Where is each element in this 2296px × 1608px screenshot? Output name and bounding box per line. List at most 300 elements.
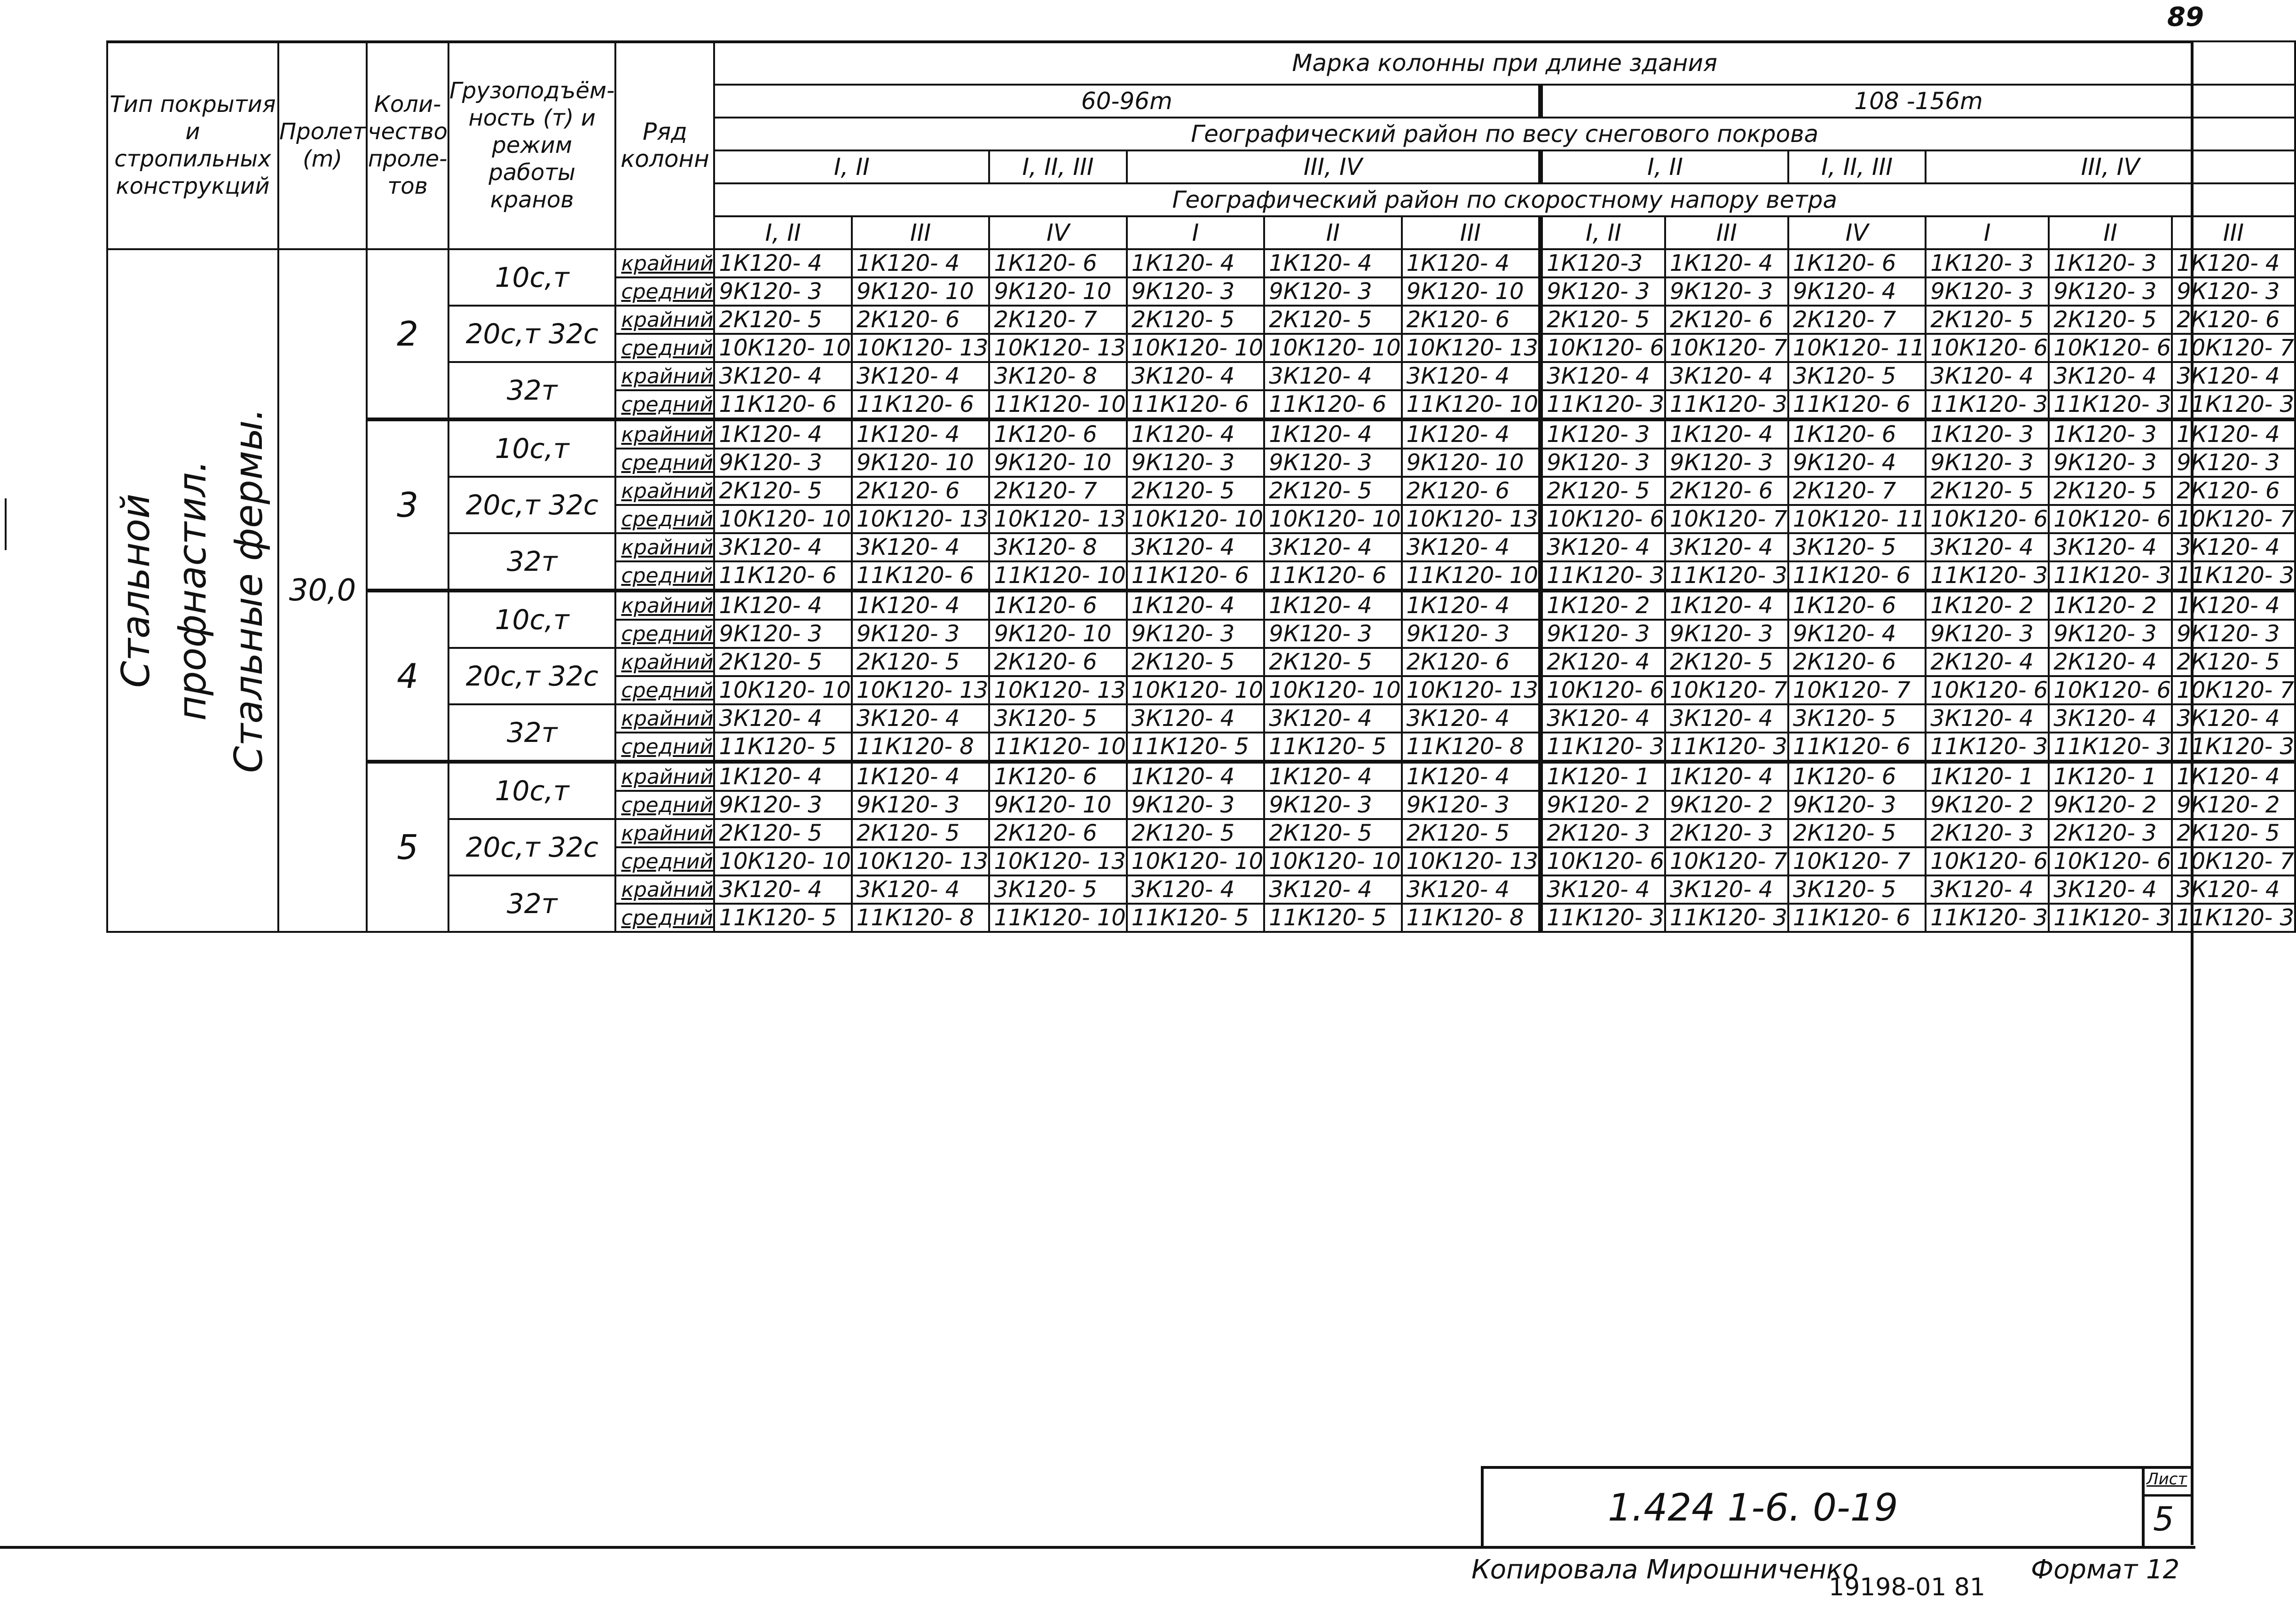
column-mark-cell: 3К120- 4 [714,875,851,904]
column-mark-cell: 2К120- 6 [1402,306,1541,334]
column-mark-cell: 11К120- 3 [2172,904,2295,932]
column-mark-cell: 1К120- 6 [1788,591,1926,620]
column-mark-cell: 10К120- 13 [989,847,1126,875]
wind-col-header: III [1665,216,1788,249]
column-mark-cell: 1К120- 6 [1788,249,1926,277]
column-mark-cell: 9К120- 10 [989,277,1126,306]
spans-count-value: 4 [367,591,448,762]
column-mark-cell: 11К120- 10 [989,733,1126,762]
column-mark-cell: 10К120- 13 [989,505,1126,533]
column-mark-cell: 10К120- 10 [714,334,851,362]
column-mark-cell: 2К120- 5 [1264,477,1401,505]
column-mark-cell: 2К120- 5 [2049,306,2172,334]
column-mark-cell: 11К120- 3 [1541,561,1665,591]
column-mark-cell: 10К120- 10 [1127,334,1264,362]
column-row-name: крайний [615,648,714,676]
column-mark-cell: 9К120- 10 [852,449,989,477]
column-mark-cell: 9К120- 3 [852,620,989,648]
column-mark-cell: 9К120- 3 [714,277,851,306]
column-mark-cell: 9К120- 3 [2172,620,2295,648]
column-row-name: крайний [615,362,714,390]
table-body [107,249,2295,932]
column-mark-cell: 2К120- 5 [1127,477,1264,505]
column-row-name: крайний [615,819,714,847]
column-mark-cell: 10К120- 10 [1264,505,1401,533]
column-mark-cell: 9К120- 3 [1127,277,1264,306]
column-mark-cell: 11К120- 6 [852,390,989,419]
column-mark-cell: 9К120- 2 [1541,791,1665,819]
table-row [107,249,2295,277]
column-row-name: крайний [615,306,714,334]
header-span: Пролет (m) [278,41,367,249]
column-mark-cell: 3К120- 4 [1541,533,1665,561]
column-mark-cell: 9К120- 3 [714,449,851,477]
column-mark-cell: 9К120- 4 [1788,277,1926,306]
column-mark-cell: 2К120- 4 [1926,648,2049,676]
column-mark-cell: 1К120- 6 [989,249,1126,277]
column-mark-cell: 1К120- 4 [1127,419,1264,449]
column-mark-cell: 1К120- 4 [1665,762,1788,791]
column-mark-cell: 3К120- 4 [714,362,851,390]
snow-group: I, II [1541,150,1788,183]
column-row-name: средний [615,676,714,704]
snow-group: III, IV [1127,150,1541,183]
column-mark-cell: 1К120- 4 [714,591,851,620]
column-mark-cell: 11К120- 5 [1127,733,1264,762]
column-mark-cell: 9К120- 4 [1788,449,1926,477]
column-mark-cell: 1К120- 4 [852,591,989,620]
crane-capacity: 10с,т [448,591,615,648]
column-mark-cell: 3К120- 4 [852,362,989,390]
column-mark-cell: 10К120- 6 [1926,676,2049,704]
column-mark-cell: 10К120- 6 [1926,334,2049,362]
column-mark-cell: 1К120- 3 [1926,419,2049,449]
sheet-box-divider [2142,1494,2194,1497]
column-mark-cell: 3К120- 4 [1264,362,1401,390]
column-row-name: средний [615,733,714,762]
column-mark-cell: 1К120- 4 [1264,762,1401,791]
column-mark-cell: 11К120- 3 [1926,561,2049,591]
column-mark-cell: 9К120- 3 [1788,791,1926,819]
column-mark-cell: 9К120- 3 [1264,791,1401,819]
wind-col-header: III [1402,216,1541,249]
column-mark-cell: 11К120- 3 [2049,733,2172,762]
column-mark-cell: 3К120- 5 [1788,533,1926,561]
column-mark-cell: 3К120- 4 [2049,875,2172,904]
column-row-name: средний [615,620,714,648]
column-mark-cell: 10К120- 6 [2049,676,2172,704]
column-mark-cell: 3К120- 4 [1926,533,2049,561]
column-mark-cell: 10К120- 13 [852,334,989,362]
column-mark-cell: 11К120- 10 [989,904,1126,932]
column-mark-cell: 3К120- 4 [1926,362,2049,390]
column-mark-cell: 2К120- 4 [1541,648,1665,676]
column-mark-cell: 3К120- 8 [989,533,1126,561]
column-mark-cell: 1К120- 6 [989,419,1126,449]
column-mark-cell: 3К120- 8 [989,362,1126,390]
column-mark-cell: 10К120- 7 [2172,505,2295,533]
column-mark-cell: 2К120- 7 [989,477,1126,505]
column-row-name: средний [615,277,714,306]
column-mark-cell: 11К120- 3 [2049,390,2172,419]
column-mark-cell: 10К120- 7 [2172,847,2295,875]
column-mark-cell: 2К120- 6 [989,819,1126,847]
header-length-108-156: 108 -156m [1541,85,2295,118]
column-mark-cell: 1К120- 3 [1541,419,1665,449]
column-mark-cell: 1К120- 6 [1788,762,1926,791]
column-mark-cell: 2К120- 5 [1402,819,1541,847]
crane-capacity: 32т [448,362,615,419]
column-mark-cell: 11К120- 10 [1402,561,1541,591]
column-mark-cell: 10К120- 10 [1264,676,1401,704]
column-mark-cell: 3К120- 4 [2172,533,2295,561]
column-row-name: средний [615,847,714,875]
roof-type-cell [107,249,278,932]
column-mark-cell: 9К120- 3 [1541,449,1665,477]
column-mark-cell: 2К120- 5 [852,819,989,847]
crane-capacity: 10с,т [448,762,615,819]
wind-col-header: IV [1788,216,1926,249]
header-wind-region: Географический район по скоростному напору ветра [714,183,2295,216]
column-mark-cell: 9К120- 10 [989,620,1126,648]
column-mark-cell: 11К120- 3 [2172,390,2295,419]
wind-col-header: I [1926,216,2049,249]
column-mark-cell: 9К120- 10 [852,277,989,306]
snow-group: I, II, III [989,150,1126,183]
format-label: Формат 12 [2031,1554,2180,1585]
crane-capacity: 20с,т 32с [448,648,615,704]
table-row [107,419,2295,449]
column-mark-cell: 1К120- 4 [714,762,851,791]
column-mark-cell: 9К120- 3 [1926,277,2049,306]
crane-capacity: 10с,т [448,249,615,306]
column-mark-cell: 2К120- 3 [1926,819,2049,847]
column-mark-cell: 3К120- 4 [1926,704,2049,733]
column-mark-cell: 3К120- 4 [1665,875,1788,904]
column-mark-cell: 3К120- 5 [1788,362,1926,390]
column-mark-cell: 1К120- 2 [1926,591,2049,620]
column-mark-cell: 11К120- 6 [1127,561,1264,591]
column-mark-cell: 1К120- 4 [1127,762,1264,791]
margin-mark [5,498,7,550]
column-mark-cell: 10К120- 10 [1127,676,1264,704]
column-row-name: средний [615,791,714,819]
column-mark-cell: 11К120- 6 [1788,390,1926,419]
column-mark-cell: 3К120- 4 [1402,875,1541,904]
roof-type-value: Стальной профнастил. Стальные фермы. [114,408,271,773]
column-row-name: крайний [615,591,714,620]
column-mark-cell: 3К120- 4 [1127,875,1264,904]
column-mark-cell: 1К120- 1 [1926,762,2049,791]
column-mark-cell: 1К120- 6 [989,762,1126,791]
column-mark-cell: 10К120- 11 [1788,505,1926,533]
column-mark-cell: 1К120- 4 [2172,419,2295,449]
column-mark-cell: 2К120- 5 [1541,306,1665,334]
column-marks-table [106,40,2296,933]
column-mark-cell: 10К120- 13 [1402,847,1541,875]
column-mark-cell: 10К120- 6 [1541,334,1665,362]
wind-col-header: II [1264,216,1401,249]
column-mark-cell: 3К120- 4 [1264,533,1401,561]
archive-number: 19198-01 81 [1829,1573,1986,1601]
column-mark-cell: 9К120- 3 [1402,791,1541,819]
column-mark-cell: 1К120-3 [1541,249,1665,277]
column-row-name: средний [615,334,714,362]
wind-col-header: III [2172,216,2295,249]
column-mark-cell: 1К120- 4 [1665,591,1788,620]
column-mark-cell: 11К120- 3 [1541,904,1665,932]
header-snow-region: Географический район по весу снегового покрова [714,118,2295,150]
column-mark-cell: 9К120- 2 [1665,791,1788,819]
column-mark-cell: 10К120- 13 [989,676,1126,704]
column-mark-cell: 11К120- 5 [1264,733,1401,762]
column-mark-cell: 9К120- 10 [1402,449,1541,477]
column-mark-cell: 1К120- 4 [1127,591,1264,620]
column-mark-cell: 3К120- 4 [2049,362,2172,390]
spans-count-value: 2 [367,249,448,419]
column-mark-cell: 2К120- 5 [1264,306,1401,334]
column-mark-cell: 3К120- 4 [714,704,851,733]
column-mark-cell: 3К120- 4 [2172,875,2295,904]
column-mark-cell: 1К120- 3 [2049,419,2172,449]
document-code: 1.424 1-6. 0-19 [1608,1486,1898,1529]
column-mark-cell: 9К120- 3 [1665,277,1788,306]
column-mark-cell: 10К120- 7 [2172,676,2295,704]
column-mark-cell: 2К120- 4 [2049,648,2172,676]
column-mark-cell: 9К120- 3 [1926,449,2049,477]
column-mark-cell: 3К120- 5 [989,704,1126,733]
column-mark-cell: 10К120- 6 [1541,505,1665,533]
column-mark-cell: 10К120- 13 [1402,505,1541,533]
column-row-name: крайний [615,249,714,277]
column-row-name: крайний [615,477,714,505]
column-mark-cell: 11К120- 5 [714,733,851,762]
column-mark-cell: 2К120- 5 [714,477,851,505]
column-mark-cell: 11К120- 5 [1127,904,1264,932]
column-mark-cell: 10К120- 10 [1264,847,1401,875]
column-mark-cell: 3К120- 5 [989,875,1126,904]
column-mark-cell: 1К120- 4 [1264,591,1401,620]
column-row-name: крайний [615,533,714,561]
column-mark-cell: 9К120- 3 [1127,620,1264,648]
column-row-name: средний [615,449,714,477]
column-mark-cell: 11К120- 3 [1541,733,1665,762]
column-mark-cell: 2К120- 6 [989,648,1126,676]
column-mark-cell: 1К120- 4 [1264,249,1401,277]
header-length-60-96: 60-96m [714,85,1541,118]
wind-col-header: I, II [1541,216,1665,249]
spans-count-value: 5 [367,762,448,932]
column-mark-cell: 9К120- 3 [714,620,851,648]
column-mark-cell: 1К120- 3 [2049,249,2172,277]
column-mark-cell: 1К120- 4 [852,419,989,449]
column-row-name: средний [615,904,714,932]
column-mark-cell: 11К120- 6 [1264,561,1401,591]
column-mark-cell: 1К120- 3 [1926,249,2049,277]
column-mark-cell: 10К120- 10 [1127,847,1264,875]
column-mark-cell: 1К120- 4 [1665,249,1788,277]
column-mark-cell: 10К120- 7 [1788,847,1926,875]
column-mark-cell: 11К120- 10 [989,390,1126,419]
column-mark-cell: 1К120- 6 [1788,419,1926,449]
column-mark-cell: 1К120- 4 [2172,591,2295,620]
column-mark-cell: 10К120- 10 [1127,505,1264,533]
column-mark-cell: 10К120- 10 [714,847,851,875]
column-mark-cell: 2К120- 3 [1541,819,1665,847]
column-mark-cell: 11К120- 6 [1127,390,1264,419]
column-mark-cell: 3К120- 4 [2172,362,2295,390]
column-mark-cell: 9К120- 3 [1127,449,1264,477]
column-mark-cell: 2К120- 5 [714,306,851,334]
column-mark-cell: 1К120- 4 [714,419,851,449]
copied-by: Копировала Мирошниченко [1471,1554,1859,1585]
column-mark-cell: 11К120- 5 [714,904,851,932]
column-mark-cell: 10К120- 7 [1665,676,1788,704]
column-mark-cell: 9К120- 3 [1665,449,1788,477]
column-mark-cell: 10К120- 13 [852,505,989,533]
column-mark-cell: 1К120- 4 [1665,419,1788,449]
column-mark-cell: 2К120- 5 [1926,477,2049,505]
column-mark-cell: 1К120- 4 [2172,762,2295,791]
column-mark-cell: 9К120- 3 [2049,277,2172,306]
column-mark-cell: 9К120- 3 [714,791,851,819]
column-mark-cell: 2К120- 5 [714,648,851,676]
column-mark-cell: 2К120- 5 [1665,648,1788,676]
column-mark-cell: 3К120- 4 [1127,533,1264,561]
column-mark-cell: 10К120- 6 [1926,847,2049,875]
column-mark-cell: 1К120- 2 [2049,591,2172,620]
snow-group: I, II [714,150,989,183]
column-mark-cell: 1К120- 4 [852,249,989,277]
column-mark-cell: 11К120- 3 [2172,733,2295,762]
column-mark-cell: 2К120- 5 [1926,306,2049,334]
crane-capacity: 32т [448,533,615,591]
column-mark-cell: 9К120- 3 [852,791,989,819]
column-mark-cell: 10К120- 10 [714,505,851,533]
column-mark-cell: 2К120- 5 [1541,477,1665,505]
column-mark-cell: 9К120- 3 [2172,277,2295,306]
span-value: 30,0 [278,249,367,932]
column-mark-cell: 2К120- 6 [1665,306,1788,334]
column-mark-cell: 10К120- 6 [1541,676,1665,704]
column-mark-cell: 1К120- 4 [1402,249,1541,277]
column-mark-cell: 1К120- 4 [2172,249,2295,277]
column-mark-cell: 3К120- 4 [1665,533,1788,561]
column-mark-cell: 9К120- 3 [1264,277,1401,306]
column-mark-cell: 1К120- 1 [2049,762,2172,791]
column-mark-cell: 3К120- 4 [1264,704,1401,733]
column-row-name: средний [615,390,714,419]
wind-col-header: I, II [714,216,851,249]
column-row-name: крайний [615,704,714,733]
column-mark-cell: 3К120- 4 [1541,704,1665,733]
column-mark-cell: 1К120- 4 [1264,419,1401,449]
column-mark-cell: 11К120- 3 [1665,561,1788,591]
column-mark-cell: 11К120- 8 [852,904,989,932]
crane-capacity: 20с,т 32с [448,306,615,362]
column-mark-cell: 10К120- 13 [1402,676,1541,704]
header-crane: Грузоподъём-ность (т) и режим работы кранов [448,41,615,249]
sheet-label: Лист [2147,1470,2187,1489]
column-mark-cell: 10К120- 13 [989,334,1126,362]
column-mark-cell: 10К120- 13 [852,676,989,704]
column-mark-cell: 11К120- 10 [989,561,1126,591]
column-mark-cell: 2К120- 3 [1665,819,1788,847]
spans-count-value: 3 [367,419,448,591]
column-mark-cell: 11К120- 6 [1788,561,1926,591]
column-mark-cell: 2К120- 7 [1788,306,1926,334]
column-mark-cell: 2К120- 7 [1788,477,1926,505]
column-mark-cell: 9К120- 3 [1402,620,1541,648]
column-mark-cell: 2К120- 5 [852,648,989,676]
column-mark-cell: 3К120- 4 [1402,704,1541,733]
column-mark-cell: 11К120- 3 [1541,390,1665,419]
sheet-number: 5 [2153,1500,2174,1538]
column-mark-cell: 1К120- 2 [1541,591,1665,620]
column-mark-cell: 3К120- 4 [1402,362,1541,390]
column-mark-cell: 11К120- 8 [1402,904,1541,932]
column-mark-cell: 2К120- 6 [2172,306,2295,334]
column-mark-cell: 9К120- 3 [1665,620,1788,648]
column-mark-cell: 2К120- 6 [852,306,989,334]
column-mark-cell: 3К120- 4 [1926,875,2049,904]
crane-capacity: 32т [448,704,615,762]
column-mark-cell: 1К120- 4 [1402,762,1541,791]
column-mark-cell: 3К120- 4 [2049,704,2172,733]
column-mark-cell: 11К120- 3 [1926,390,2049,419]
column-mark-cell: 9К120- 3 [1127,791,1264,819]
column-mark-cell: 1К120- 4 [1127,249,1264,277]
column-mark-cell: 11К120- 3 [2172,561,2295,591]
column-mark-cell: 2К120- 5 [1127,306,1264,334]
column-mark-cell: 10К120- 13 [1402,334,1541,362]
column-mark-cell: 3К120- 4 [852,533,989,561]
column-mark-cell: 3К120- 5 [1788,875,1926,904]
column-mark-cell: 11К120- 6 [714,561,851,591]
header-column-mark: Марка колонны при длине здания [714,41,2295,85]
column-mark-cell: 11К120- 6 [852,561,989,591]
column-mark-cell: 11К120- 6 [1788,904,1926,932]
column-mark-cell: 10К120- 6 [2049,847,2172,875]
column-mark-cell: 10К120- 7 [1665,847,1788,875]
wind-col-header: III [852,216,989,249]
header-roof-type: Тип покрытия и стропильных конструкций [107,41,278,249]
column-mark-cell: 2К120- 5 [2172,648,2295,676]
snow-group: I, II, III [1788,150,1926,183]
sheet-corner-number: 89 [2167,2,2204,32]
crane-capacity: 32т [448,875,615,932]
column-mark-cell: 11К120- 3 [1665,390,1788,419]
column-mark-cell: 3К120- 4 [852,704,989,733]
wind-col-header: I [1127,216,1264,249]
column-mark-cell: 11К120- 5 [1264,904,1401,932]
header-row: Ряд колонн [615,41,714,249]
column-mark-cell: 2К120- 6 [1788,648,1926,676]
column-mark-cell: 10К120- 7 [2172,334,2295,362]
column-row-name: средний [615,505,714,533]
column-mark-cell: 10К120- 10 [714,676,851,704]
column-mark-cell: 10К120- 7 [1788,676,1926,704]
column-mark-cell: 3К120- 4 [2172,704,2295,733]
column-mark-cell: 11К120- 3 [1665,904,1788,932]
column-row-name: крайний [615,762,714,791]
column-mark-cell: 11К120- 3 [1665,733,1788,762]
column-mark-cell: 11К120- 8 [1402,733,1541,762]
column-mark-cell: 2К120- 6 [2172,477,2295,505]
column-mark-cell: 2К120- 5 [1788,819,1926,847]
column-mark-cell: 11К120- 3 [2049,561,2172,591]
column-mark-cell: 1К120- 4 [1402,591,1541,620]
